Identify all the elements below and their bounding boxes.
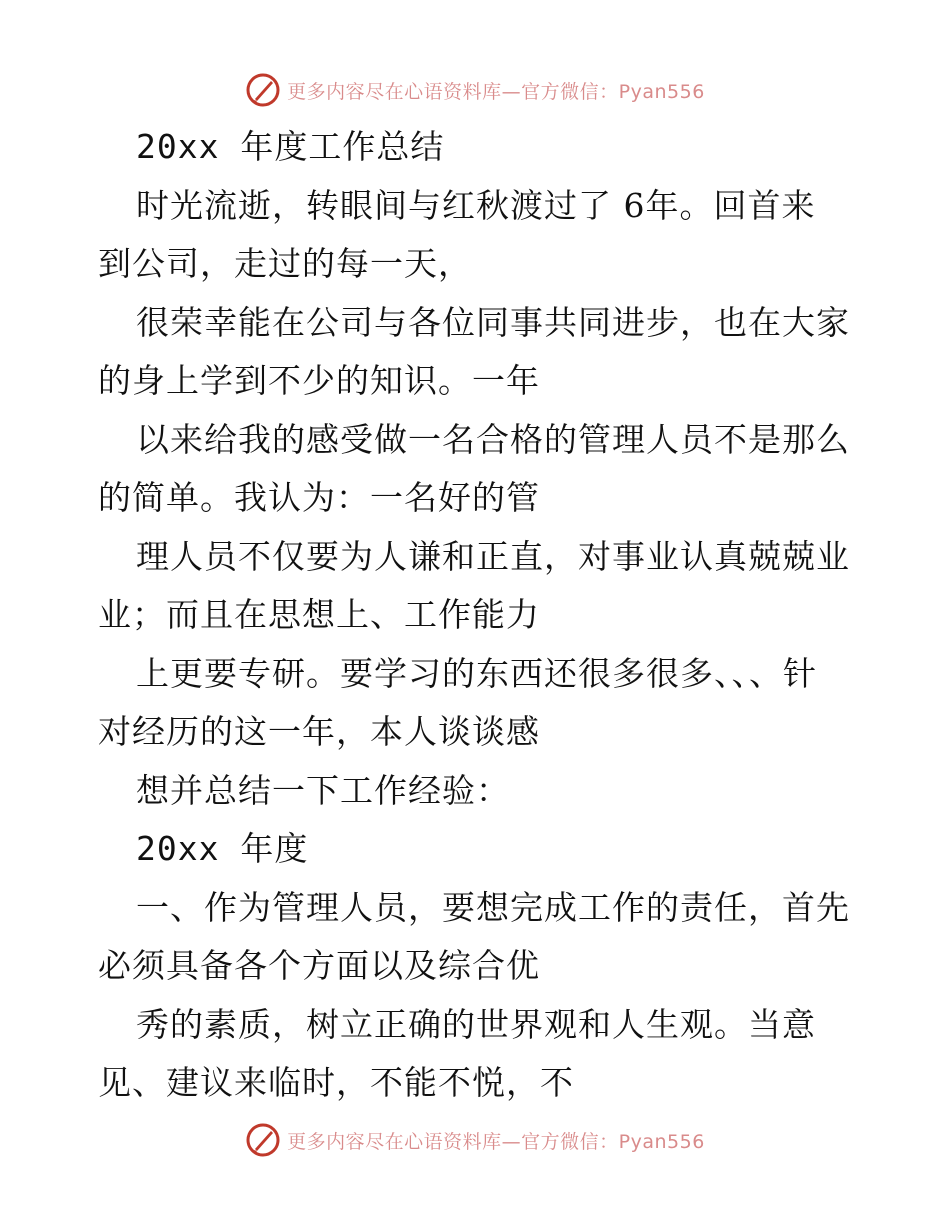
paragraph-line: 上更要专研。要学习的东西还很多很多、、、针: [136, 653, 817, 693]
paragraph-line: 以来给我的感受做一名合格的管理人员不是那么: [136, 419, 850, 459]
paragraph-line: 业；而且在思想上、工作能力: [98, 595, 540, 634]
section-heading: 20xx 年度: [136, 829, 309, 868]
paragraph-line: 见、建议来临时，不能不悦，不: [98, 1063, 574, 1102]
header-banner-text: 更多内容尽在心语资料库—官方微信：Pyan556: [287, 80, 705, 103]
document-title: 20xx 年度工作总结: [136, 127, 445, 166]
paragraph-line: 对经历的这一年，本人谈谈感: [98, 712, 540, 751]
footer-banner: [0, 1120, 950, 1160]
paragraph-line: 很荣幸能在公司与各位同事共同进步，也在大家: [136, 302, 850, 342]
paragraph-line: 必须具备各个方面以及综合优: [98, 946, 540, 985]
paragraph-line: 的简单。我认为：一名好的管: [98, 478, 540, 517]
paragraph-line: 一、作为管理人员，要想完成工作的责任，首先: [136, 887, 850, 927]
paragraph-line: 想并总结一下工作经验：: [136, 770, 510, 810]
footer-banner-text: 更多内容尽在心语资料库—官方微信：Pyan556: [287, 1130, 705, 1153]
paragraph-line: 到公司，走过的每一天，: [98, 244, 472, 283]
document-body: [98, 118, 858, 1113]
quill-pen-logo-icon: [245, 1122, 281, 1158]
paragraph-line: 秀的素质，树立正确的世界观和人生观。当意: [136, 1004, 816, 1044]
paragraph-line: 理人员不仅要为人谦和正直，对事业认真兢兢业: [136, 536, 850, 576]
quill-pen-logo-icon: [245, 72, 281, 108]
paragraph-line: 的身上学到不少的知识。一年: [98, 361, 540, 400]
paragraph-line: 时光流逝，转眼间与红秋渡过了 6年。回首来: [136, 185, 816, 225]
header-banner: [0, 70, 950, 110]
